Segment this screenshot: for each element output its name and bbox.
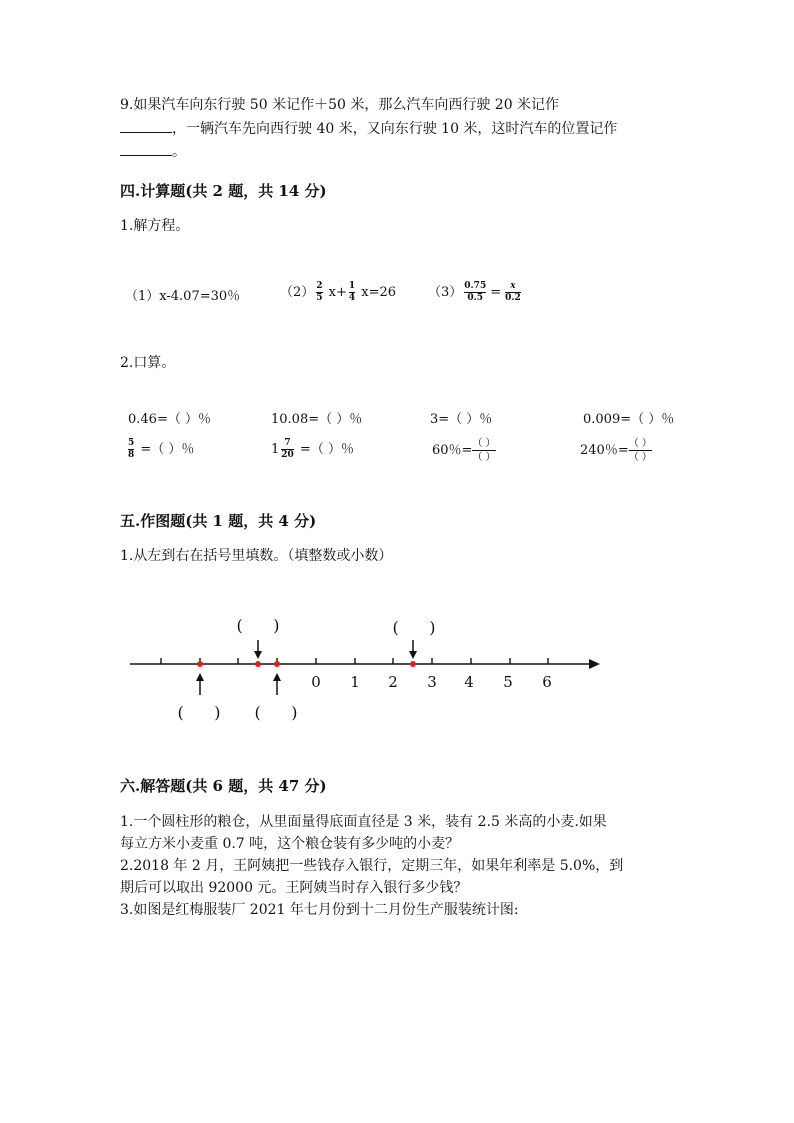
up-arrowhead-icon [273,673,281,681]
section4-title: 四.计算题(共 2 题，共 14 分) [120,182,327,200]
fraction-num: 5 [128,437,135,448]
tick-label: 4 [464,673,474,691]
s6-q1-line2: 每立方米小麦重 0.7 吨，这个粮仓装有多少吨的小麦？ [120,836,460,852]
point-2 [255,661,261,667]
fraction-den: 0.5 [467,293,484,303]
point-3 [274,661,280,667]
fraction-den: 4 [348,293,356,303]
blank-fraction [629,438,652,463]
s5-q1-label: 1.从左到右在括号里填数。（填整数或小数） [120,548,393,564]
s6-q1-line1: 1.一个圆柱形的粮仓，从里面量得底面直径是 3 米，装有 2.5 米高的小麦.如果 [120,814,607,830]
equation-2-mid: x+ [324,285,347,300]
answer-paren-top-left[interactable]: ( ) [236,616,280,635]
fraction-den: 8 [128,450,135,460]
tick-label: 1 [350,673,360,691]
point-1 [197,661,203,667]
answer-paren-top-right[interactable]: ( ) [392,618,436,637]
fraction-den: 20 [281,450,294,460]
fraction-7-20 [281,439,294,461]
fraction-num: 7 [284,437,291,448]
fraction-den: 0.2 [505,293,521,303]
fraction-num: （ ） [628,438,652,449]
down-arrows [258,640,413,655]
answer-blank[interactable] [120,120,172,133]
mental-math-8-left: 240％= [580,443,629,458]
tick-label: 2 [388,673,398,691]
ticks [161,658,548,664]
s6-q3: 3.如图是红梅服装厂 2021 年七月份到十二月份生产服装统计图: [120,902,519,918]
mental-math-1: 0.46=（ ）％ [128,412,211,427]
tick-label: 6 [542,673,552,691]
q9-line1: 9.如果汽车向东行驶 50 米记作＋50 米，那么汽车向西行驶 20 米记作 [120,97,560,113]
fraction-den: 5 [316,293,323,303]
mixed-whole: 1 [271,442,280,457]
equation-2-end: x=26 [357,285,397,300]
q9-line2-text: ，一辆汽车先向西行驶 40 米，又向东行驶 10 米，这时汽车的位置记作 [172,121,618,137]
mental-math-3: 3=（ ）％ [430,412,493,427]
equation-3 [428,281,523,303]
up-arrowhead-icon [196,673,204,681]
section5-title: 五.作图题(共 1 题，共 4 分) [120,512,317,530]
section6-title: 六.解答题(共 6 题，共 47 分) [120,777,327,795]
fraction-x-02 [505,282,521,304]
answer-paren-bottom-right[interactable]: ( ) [254,703,298,722]
mental-math-6-rest: =（ ）％ [295,442,354,457]
fraction-5-8 [128,439,134,461]
arrowhead-icon [589,659,600,669]
equation-3-prefix: （3） [428,285,463,300]
tick-labels [311,673,552,691]
mental-math-8 [580,438,652,463]
equation-2-prefix: （2） [280,285,315,300]
mental-math-7 [432,438,496,463]
point-4 [410,661,416,667]
down-arrowhead-icon [254,651,262,659]
fraction-den: （ ） [628,452,652,463]
mental-math-5 [126,438,194,460]
fraction-den: （ ） [472,452,496,463]
fraction-num: 2 [316,280,323,291]
fraction-num: 0.75 [464,280,487,291]
equation-1: （1）x-4.07=30％ [125,289,241,304]
s4-q1-label: 1.解方程。 [120,218,190,234]
equation-2 [280,281,396,303]
q9-line3 [120,143,186,159]
mental-math-2: 10.08=（ ）％ [271,412,363,427]
blank-fraction [472,438,495,463]
tick-label: 0 [311,673,321,691]
answer-paren-bottom-left[interactable]: ( ) [177,703,221,722]
q9-line3-end: 。 [172,144,186,160]
fraction-num: x [510,280,516,291]
down-arrowhead-icon [409,651,417,659]
fraction-1-4 [349,282,355,304]
mental-math-5-rest: =（ ）％ [136,442,195,457]
s4-q2-label: 2.口算。 [120,355,176,371]
mental-math-4: 0.009=（ ）％ [583,412,675,427]
fraction-2-5 [316,282,322,304]
tick-label: 5 [503,673,513,691]
answer-blank[interactable] [120,143,172,156]
tick-label: 3 [427,673,437,691]
up-arrows [200,677,277,695]
mental-math-7-left: 60％= [432,443,473,458]
mental-math-6 [271,438,354,460]
fraction-num: 1 [348,280,356,291]
equals-sign: = [490,285,502,300]
number-line-figure [0,615,794,725]
fraction-075-05 [464,282,486,304]
q9-line2 [120,120,617,136]
s6-q2-line1: 2.2018 年 2 月，王阿姨把一些钱存入银行，定期三年，如果年利率是 5.0%，到 [120,858,624,874]
fraction-num: （ ） [472,438,496,449]
s6-q2-line2: 期后可以取出 92000 元。王阿姨当时存入银行多少钱？ [120,880,468,896]
